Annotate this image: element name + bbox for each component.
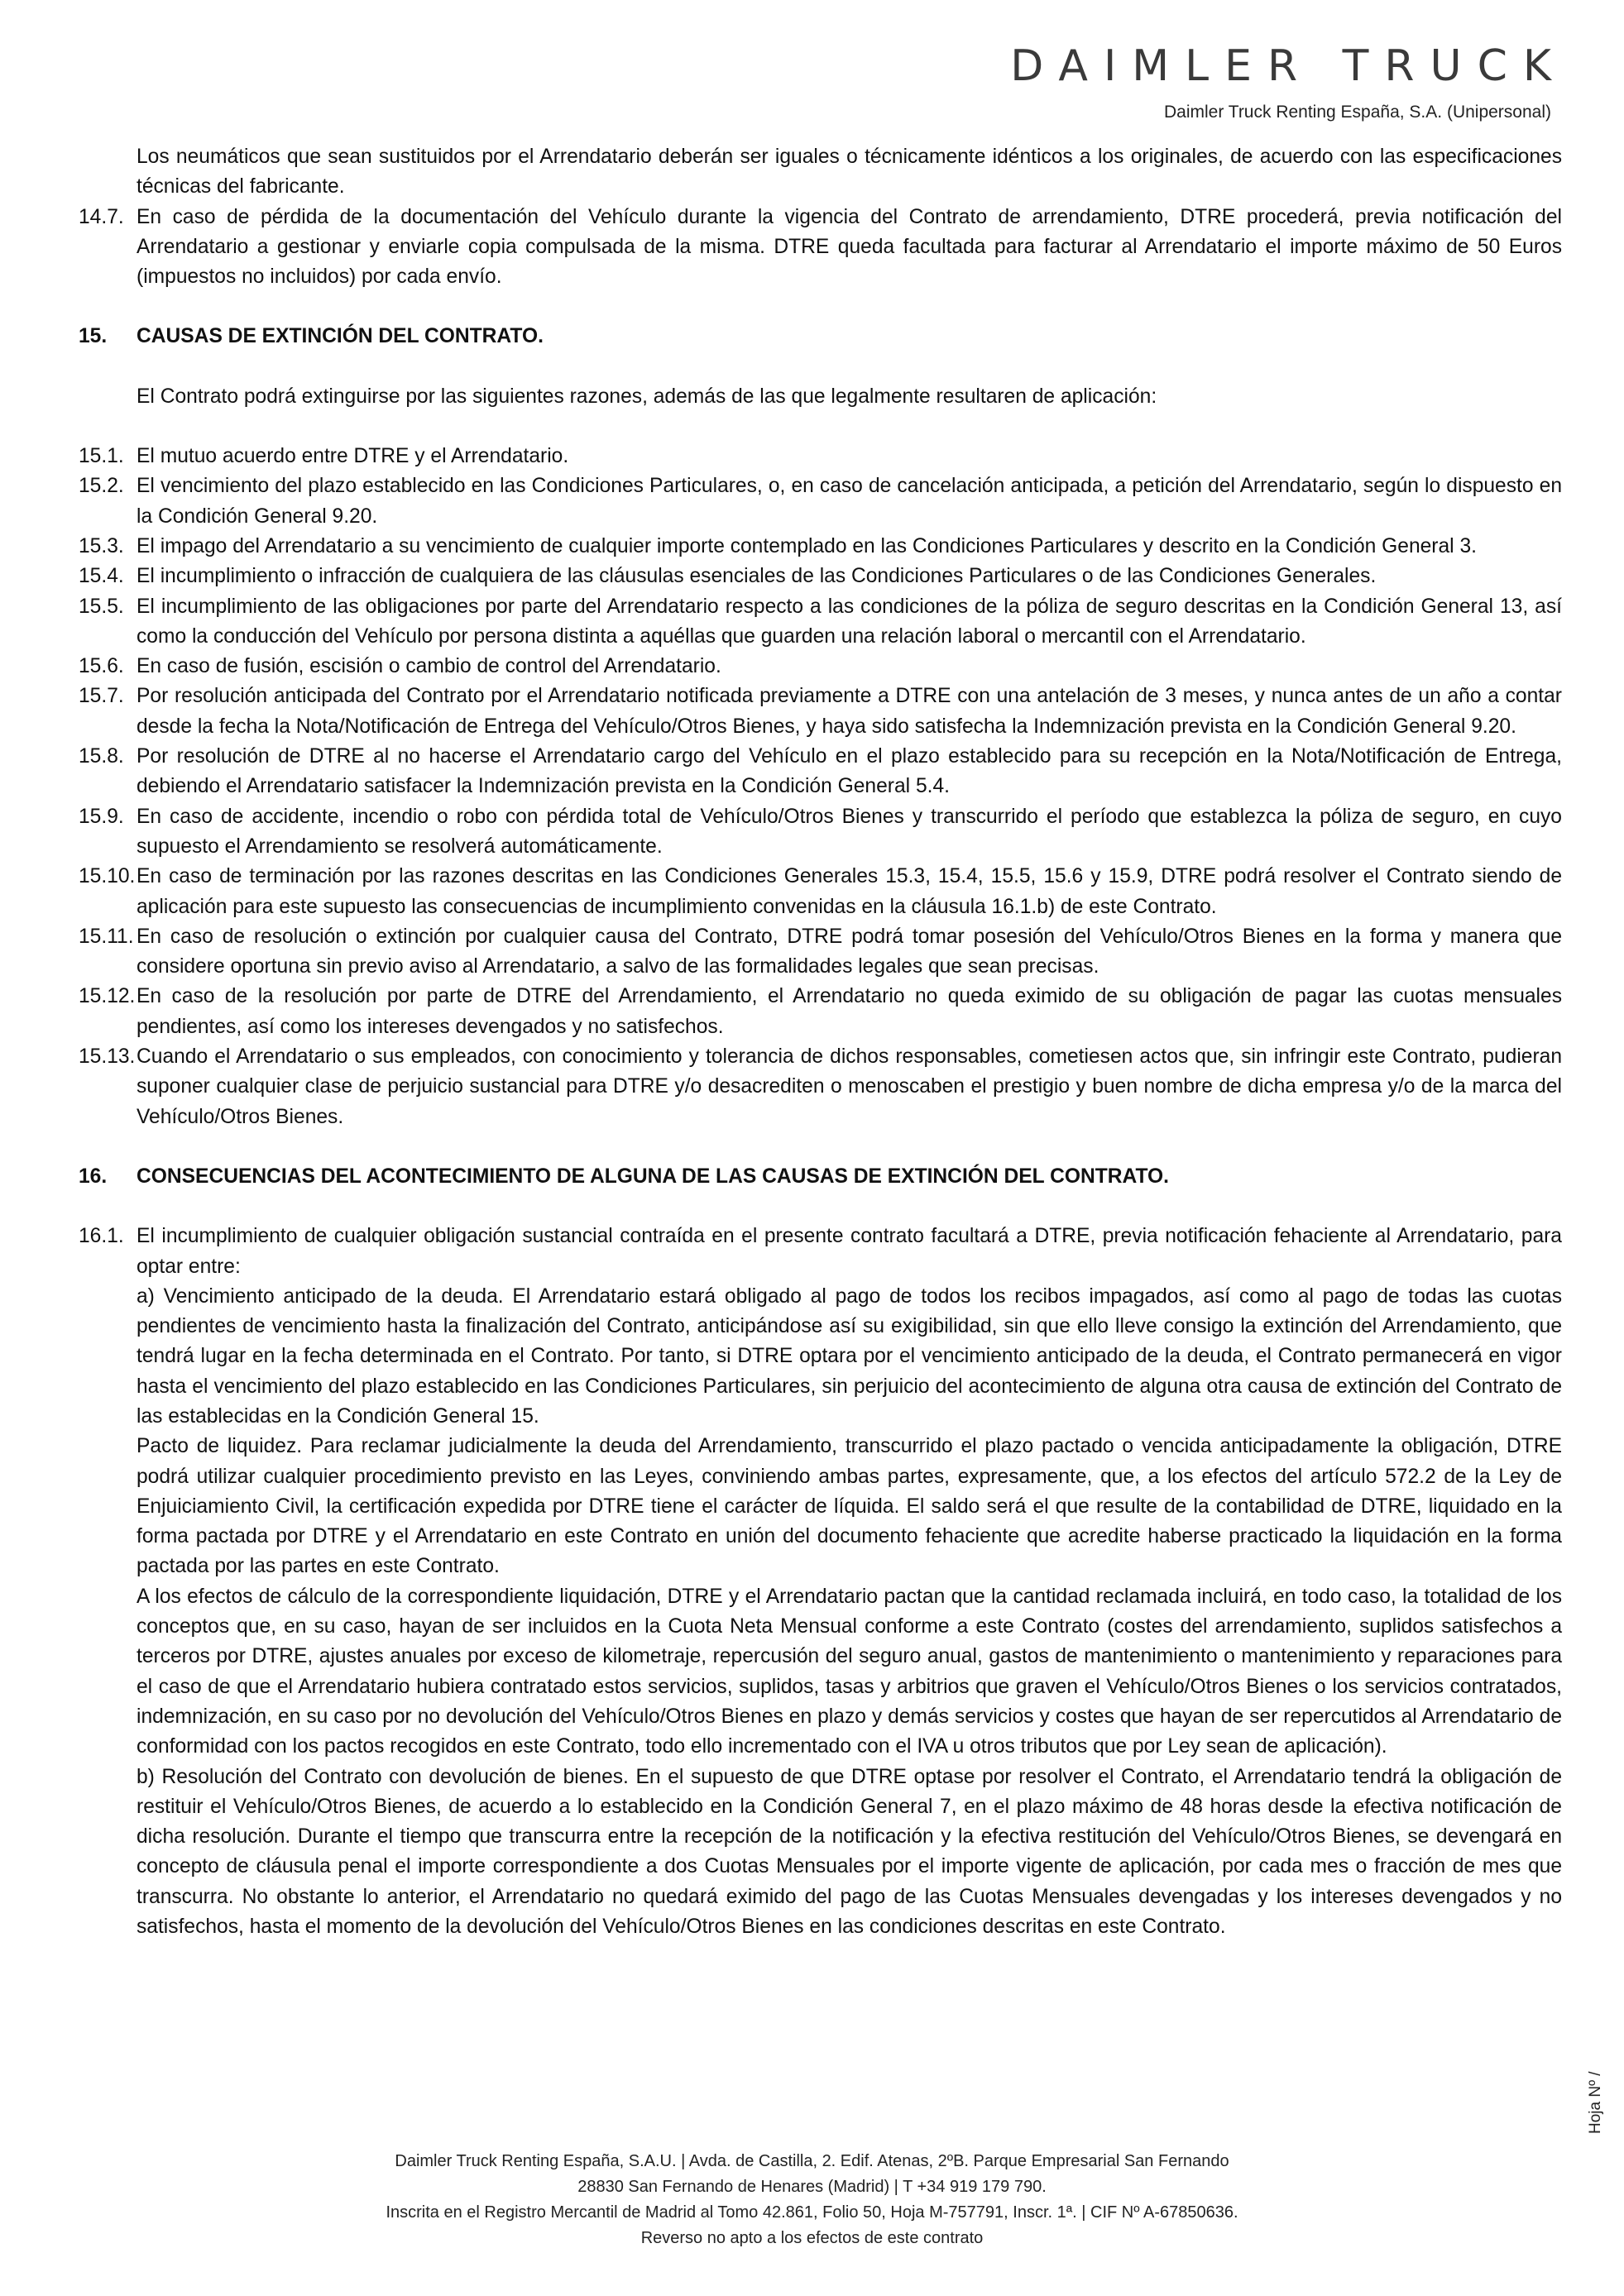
clause-text: El mutuo acuerdo entre DTRE y el Arrendatario. — [137, 445, 569, 468]
section-title: CAUSAS DE EXTINCIÓN DEL CONTRATO. — [137, 325, 544, 348]
clause-14-7 — [79, 203, 1562, 293]
clause-number: 14.7. — [79, 205, 124, 228]
document-body — [79, 142, 1562, 1942]
section-16-heading — [79, 1162, 1562, 1192]
clause-15-3 — [79, 532, 1562, 562]
clause-15-7 — [79, 682, 1562, 742]
clause-15-9 — [79, 802, 1562, 863]
clause-text: Por resolución de DTRE al no hacerse el Arrendatario cargo del Vehículo en el plazo establecido para su recepción en la Nota/Notificación de Entrega, debiendo el Arrendatario satisfacer la Indemnización prevista en la Condición General 5.4. — [137, 745, 1562, 798]
section-15-list — [79, 442, 1562, 1132]
clause-15-2 — [79, 471, 1562, 532]
clause-number: 15.5. — [79, 595, 124, 618]
clause-number: 15.12. — [79, 985, 136, 1008]
clause-text: En caso de la resolución por parte de DTRE del Arrendamiento, el Arrendatario no queda eximido de su obligación de pagar las cuotas mensuales pendientes, así como los intereses devengados y no satisfechos. — [137, 985, 1562, 1038]
clause-number: 15.2. — [79, 475, 124, 498]
footer-registry: Inscrita en el Registro Mercantil de Madrid al Tomo 42.861, Folio 50, Hoja M-757791, Inscr. 1ª. | CIF Nº A-67850636. — [386, 2203, 1238, 2222]
clause-number: 15.1. — [79, 445, 124, 468]
clause-text: En caso de pérdida de la documentación del Vehículo durante la vigencia del Contrato de arrendamiento, DTRE procederá, previa notificación del Arrendatario a gestionar y enviarle copia compulsada de la misma. DTRE queda facultada para facturar al Arrendatario el importe máximo de 50 Euros (impuestos no incluidos) por cada envío. — [137, 205, 1562, 289]
clause-number: 15.9. — [79, 805, 124, 828]
section-number: 15. — [79, 325, 108, 348]
clause-15-5 — [79, 592, 1562, 653]
clause-text: El incumplimiento de cualquier obligación sustancial contraída en el presente contrato facultará a DTRE, previa notificación fehaciente al Arrendatario, para optar entre: — [137, 1225, 1562, 1278]
clause-15-10 — [79, 862, 1562, 922]
clause-15-13 — [79, 1042, 1562, 1132]
clause-15-4 — [79, 562, 1562, 591]
section-15-heading — [79, 322, 1562, 352]
clause-15-1 — [79, 442, 1562, 471]
clause-text: El incumplimiento o infracción de cualquiera de las cláusulas esenciales de las Condiciones Particulares o de las Condiciones Generales. — [137, 565, 1377, 588]
section-15-intro: El Contrato podrá extinguirse por las siguientes razones, además de las que legalmente resultaren de aplicación: — [137, 385, 1157, 408]
clause-text: En caso de terminación por las razones descritas en las Condiciones Generales 15.3, 15.4, 15.5, 15.6 y 15.9, DTRE podrá resolver el Contrato siendo de aplicación para este supuesto las consecuencias de incumplimiento convenidas en la cláusula 16.1.b) de este Contrato. — [137, 865, 1562, 918]
section-number: 16. — [79, 1165, 108, 1188]
daimler-truck-logo: DAIMLER TRUCK — [1010, 41, 1567, 91]
option-b-paragraph: b) Resolución del Contrato con devolución de bienes. En el supuesto de que DTRE optase por resolver el Contrato, el Arrendatario tendrá la obligación de restituir el Vehículo/Otros Bienes, de acuerdo a lo establecido en la Condición General 7, en el plazo máximo de 48 horas desde la efectiva notificación de dicha resolución. Durante el tiempo que transcurra entre la recepción de la notificación y la efectiva restitución del Vehículo/Otros Bienes, se devengará en concepto de cláusula penal el importe correspondiente a dos Cuotas Mensuales por el importe vigente de aplicación, por cada mes o fracción de mes que transcurra. No obstante lo anterior, el Arrendatario no quedará eximido del pago de las Cuotas Mensuales devengadas y los intereses devengados y no satisfechos, hasta el momento de la devolución del Vehículo/Otros Bienes en las condiciones descritas en este Contrato. — [137, 1765, 1562, 1939]
page-footer — [0, 2149, 1624, 2251]
clause-number: 15.8. — [79, 745, 124, 768]
paragraph-tires: Los neumáticos que sean sustituidos por el Arrendatario deberán ser iguales o técnicamente idénticos a los originales, de acuerdo con las especificaciones técnicas del fabricante. — [137, 146, 1562, 199]
clause-text: En caso de fusión, escisión o cambio de control del Arrendatario. — [137, 655, 721, 678]
clause-number: 15.3. — [79, 534, 124, 557]
clause-text: En caso de resolución o extinción por cualquier causa del Contrato, DTRE podrá tomar posesión del Vehículo/Otros Bienes en la forma y manera que considere oportuna sin previo aviso al Arrendatario, a salvo de las formalidades legales que sean precisas. — [137, 925, 1562, 978]
clause-15-11 — [79, 922, 1562, 983]
clause-number: 16.1. — [79, 1225, 124, 1248]
sheet-number-label: Hoja Nº / — [1587, 2071, 1604, 2134]
footer-reverse-note: Reverso no apto a los efectos de este contrato — [640, 2229, 984, 2247]
clause-text: Por resolución anticipada del Contrato por el Arrendatario notificada previamente a DTRE con una antelación de 3 meses, y nunca antes de un año a contar desde la fecha la Nota/Notificación de Entrega del Vehículo/Otros Bienes, y haya sido satisfecha la Indemnización prevista en la Condición General 9.20. — [137, 685, 1562, 738]
pacto-liquidez-paragraph: Pacto de liquidez. Para reclamar judicialmente la deuda del Arrendamiento, transcurrido el plazo pactado o vencida anticipadamente la obligación, DTRE podrá utilizar cualquier procedimiento previsto en las Leyes, conviniendo ambas partes, expresamente, que, a los efectos del artículo 572.2 de la Ley de Enjuiciamiento Civil, la certificación expedida por DTRE tiene el carácter de líquida. El saldo será el que resulte de la contabilidad de DTRE, liquidado en la forma pactada por DTRE y el Arrendatario en este Contrato en unión del documento fehaciente que acredite haberse practicado la liquidación en la forma pactada por las partes en este Contrato. — [137, 1435, 1562, 1578]
clause-number: 15.10. — [79, 865, 136, 888]
footer-city-phone: 28830 San Fernando de Henares (Madrid) | T +34 919 179 790. — [577, 2178, 1047, 2196]
clause-number: 15.7. — [79, 685, 124, 708]
company-name: Daimler Truck Renting España, S.A. (Unipersonal) — [1163, 103, 1551, 122]
liquidation-calc-paragraph: A los efectos de cálculo de la correspondiente liquidación, DTRE y el Arrendatario pactan que la cantidad reclamada incluirá, en todo caso, la totalidad de los conceptos que, en su caso, hayan de ser incluidos en la Cuota Neta Mensual conforme a este Contrato (costes del arrendamiento, suplidos satisfechos a terceros por DTRE, ajustes anuales por exceso de kilometraje, repercusión del seguro anual, gastos de mantenimiento o mantenimiento y reparaciones para el caso de que el Arrendatario hubiera contratado estos servicios, suplidos, tasas y arbitrios que graven el Vehículo/Otros Bienes o los servicios contratados, indemnización, en su caso por no devolución del Vehículo/Otros Bienes en plazo y demás servicios y costes que hayan de ser repercutidos al Arrendatario de conformidad con los pactos recogidos en este Contrato, todo ello incrementado con el IVA u otros tributos que por Ley sean de aplicación). — [137, 1585, 1562, 1758]
section-title: CONSECUENCIAS DEL ACONTECIMIENTO DE ALGUNA DE LAS CAUSAS DE EXTINCIÓN DEL CONTRATO. — [137, 1165, 1169, 1188]
option-a-paragraph: a) Vencimiento anticipado de la deuda. El Arrendatario estará obligado al pago de todos los recibos impagados, así como al pago de todas las cuotas pendientes de vencimiento hasta la finalización del Contrato, anticipándose así su exigibilidad, sin que ello lleve consigo la extinción del Arrendamiento, que tendrá lugar en la fecha determinada en el Contrato. Por tanto, si DTRE optara por el vencimiento anticipado de la deuda, el Contrato permanecerá en vigor hasta el vencimiento del plazo establecido en las Condiciones Particulares, sin perjuicio del acontecimiento de alguna otra causa de extinción del Contrato de las establecidas en la Condición General 15. — [137, 1284, 1562, 1428]
footer-address: Daimler Truck Renting España, S.A.U. | Avda. de Castilla, 2. Edif. Atenas, 2ºB. Parque Empresarial San Fernando — [395, 2152, 1229, 2170]
clause-15-6 — [79, 652, 1562, 682]
page-header — [972, 41, 1567, 122]
clause-number: 15.4. — [79, 565, 124, 588]
clause-number: 15.11. — [79, 925, 134, 948]
clause-15-8 — [79, 742, 1562, 802]
clause-text: El vencimiento del plazo establecido en las Condiciones Particulares, o, en caso de cancelación anticipada, a petición del Arrendatario, según lo dispuesto en la Condición General 9.20. — [137, 475, 1562, 528]
clause-number: 15.6. — [79, 655, 124, 678]
clause-text: Cuando el Arrendatario o sus empleados, con conocimiento y tolerancia de dichos responsables, cometiesen actos que, sin infringir este Contrato, pudieran suponer cualquier clase de perjuicio sustancial para DTRE y/o desacrediten o menoscaben el prestigio y buen nombre de dicha empresa y/o de la marca del Vehículo/Otros Bienes. — [137, 1045, 1562, 1128]
clause-16-1 — [79, 1222, 1562, 1282]
clause-15-12 — [79, 982, 1562, 1042]
clause-number: 15.13. — [79, 1045, 136, 1069]
clause-text: En caso de accidente, incendio o robo con pérdida total de Vehículo/Otros Bienes y transcurrido el período que establezca la póliza de seguro, en cuyo supuesto el Arrendamiento se resolverá automáticamente. — [137, 805, 1562, 858]
clause-text: El incumplimiento de las obligaciones por parte del Arrendatario respecto a las condiciones de la póliza de seguro descritas en la Condición General 13, así como la conducción del Vehículo por persona distinta a aquéllas que guarden una relación laboral o mercantil con el Arrendatario. — [137, 595, 1562, 648]
clause-text: El impago del Arrendatario a su vencimiento de cualquier importe contemplado en las Condiciones Particulares y descrito en la Condición General 3. — [137, 534, 1477, 557]
